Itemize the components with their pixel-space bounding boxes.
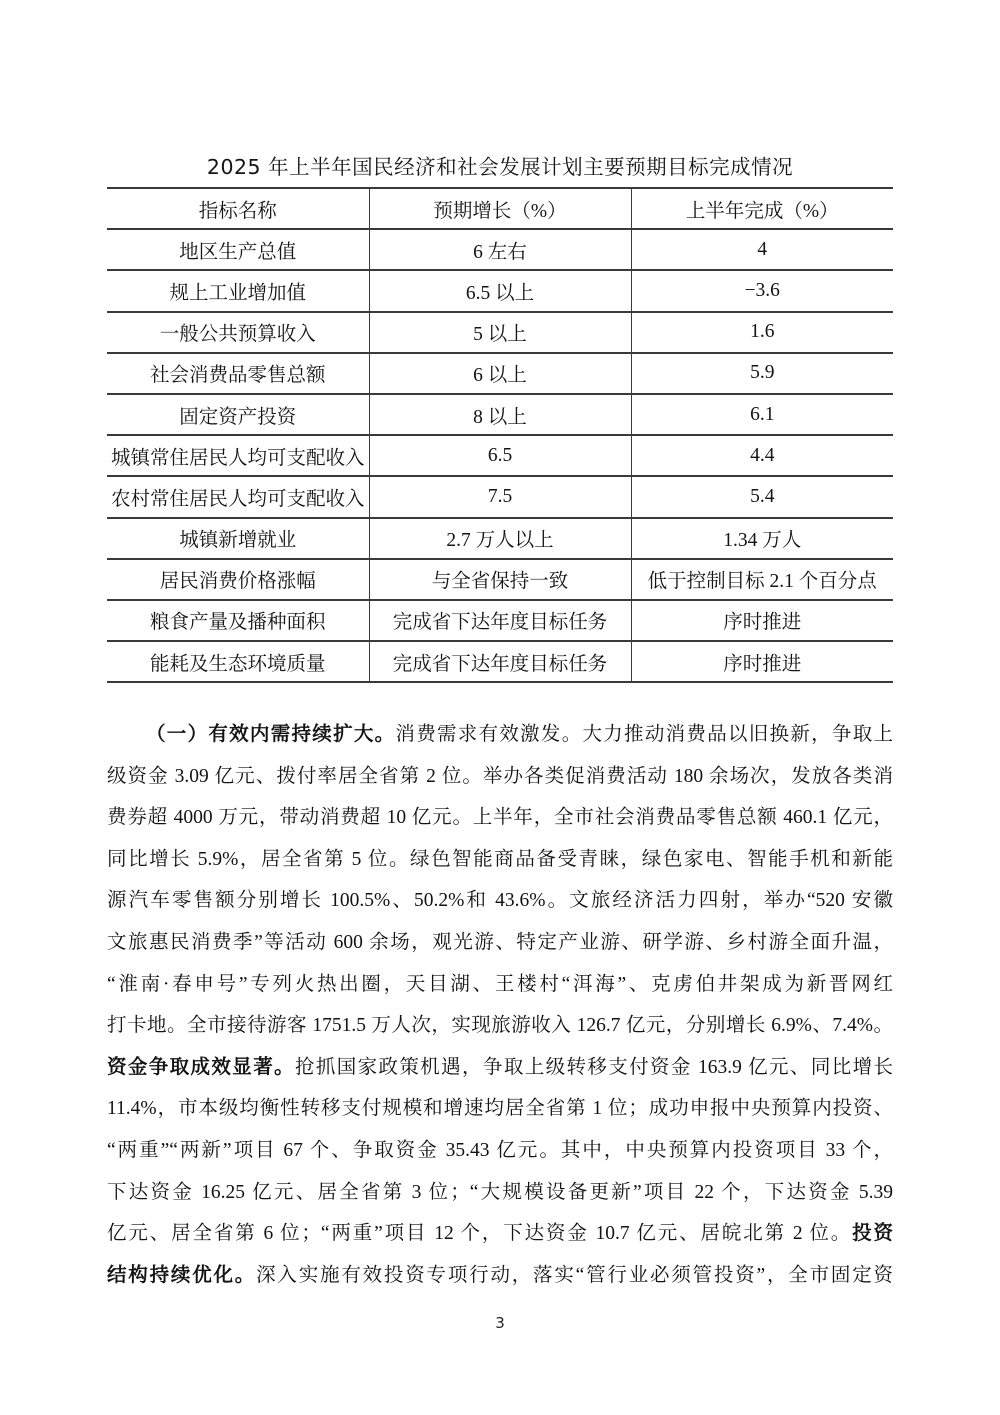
table-cell: 6.5 以上 bbox=[369, 270, 631, 311]
table-cell: 5.9 bbox=[750, 362, 775, 384]
table-row bbox=[107, 270, 893, 311]
table-cell: 与全省保持一致 bbox=[369, 559, 631, 600]
table-header-cell: 上半年完成（%） bbox=[685, 200, 839, 222]
text-segment: “淮南·春申号”专列火热出圈，天目湖、王楼村“洱海”、克虏伯井架成为新晋网红 bbox=[107, 973, 893, 995]
table-row bbox=[107, 518, 893, 559]
table-cell: 低于控制目标 2.1 个百分点 bbox=[647, 571, 877, 593]
table-cell: 4.4 bbox=[750, 444, 775, 466]
table-cell: 2.7 万人以上 bbox=[369, 518, 631, 559]
table-row bbox=[107, 229, 893, 270]
table-cell: 6 以上 bbox=[369, 353, 631, 394]
body-line bbox=[107, 1088, 893, 1130]
table-row bbox=[107, 435, 893, 476]
table-cell: 6 左右 bbox=[369, 229, 631, 270]
table-row bbox=[107, 312, 893, 353]
targets-table-head bbox=[107, 188, 893, 229]
table-cell: 固定资产投资 bbox=[179, 406, 297, 428]
text-segment: 打卡地。全市接待游客 1751.5 万人次，实现旅游收入 126.7 亿元，分别增长 6.9%、7.4%。 bbox=[107, 1015, 893, 1037]
table-cell: 一般公共预算收入 bbox=[159, 324, 316, 346]
table-cell: 序时推进 bbox=[723, 612, 802, 634]
text-segment: （一）有效内需持续扩大。 bbox=[146, 724, 396, 745]
text-segment: 亿元、居全省第 6 位；“两重”项目 12 个，下达资金 10.7 亿元、居皖北第 2 位。 bbox=[107, 1223, 853, 1245]
text-segment: 深入实施有效投资专项行动，落实“管行业必须管投资”，全市固定资 bbox=[256, 1264, 893, 1286]
table-cell: 城镇新增就业 bbox=[179, 530, 297, 552]
table-cell: 5.4 bbox=[750, 485, 775, 507]
text-segment: 消费需求有效激发。大力推动消费品以旧换新，争取上 bbox=[395, 724, 893, 745]
table-cell: 社会消费品零售总额 bbox=[149, 365, 326, 387]
text-segment: 抢抓国家政策机遇，争取上级转移支付资金 163.9 亿元、同比增长 bbox=[294, 1056, 893, 1078]
table-cell: 能耗及生态环境质量 bbox=[149, 653, 326, 675]
text-segment: 下达资金 16.25 亿元、居全省第 3 位；“大规模设备更新”项目 22 个，下达资金 5.39 bbox=[107, 1181, 893, 1203]
table-cell: 序时推进 bbox=[723, 653, 802, 675]
text-segment: 级资金 3.09 亿元、拨付率居全省第 2 位。举办各类促消费活动 180 余场次，发放各类消 bbox=[107, 765, 893, 787]
table-header-cell: 预期增长（%） bbox=[369, 188, 631, 229]
body-line bbox=[107, 1047, 893, 1089]
table-cell: 1.6 bbox=[750, 321, 775, 343]
table-cell: 完成省下达年度目标任务 bbox=[369, 600, 631, 641]
table-cell: 1.34 万人 bbox=[723, 530, 802, 552]
targets-table-body bbox=[107, 229, 893, 682]
body-line bbox=[107, 1213, 893, 1255]
table-cell: 4 bbox=[757, 238, 768, 260]
body-line bbox=[107, 964, 893, 1006]
body-line bbox=[107, 1172, 893, 1214]
table-cell: 6.1 bbox=[750, 403, 775, 425]
body-line bbox=[107, 1255, 893, 1297]
text-segment: 同比增长 5.9%，居全省第 5 位。绿色智能商品备受青睐，绿色家电、智能手机和新能 bbox=[107, 848, 893, 870]
text-segment: 文旅惠民消费季”等活动 600 余场，观光游、特定产业游、研学游、乡村游全面升温， bbox=[107, 931, 893, 953]
body-text bbox=[107, 714, 893, 1296]
table-cell: 城镇常住居民人均可支配收入 bbox=[110, 447, 365, 469]
table-row bbox=[107, 353, 893, 394]
body-line bbox=[107, 714, 893, 756]
text-segment: 投资 bbox=[852, 1223, 893, 1245]
table-cell: 8 以上 bbox=[369, 394, 631, 435]
table-cell: 居民消费价格涨幅 bbox=[159, 571, 316, 593]
table-cell: 农村常住居民人均可支配收入 bbox=[110, 488, 365, 510]
targets-table bbox=[107, 187, 893, 683]
table-title: 2025 年上半年国民经济和社会发展计划主要预期目标完成情况 bbox=[206, 155, 794, 179]
table-header-row bbox=[107, 188, 893, 229]
text-segment: “两重”“两新”项目 67 个、争取资金 35.43 亿元。其中，中央预算内投资项目 33 个， bbox=[107, 1139, 893, 1161]
text-segment: 源汽车零售额分别增长 100.5%、50.2%和 43.6%。文旅经济活力四射，举办“520 安徽 bbox=[107, 890, 893, 912]
text-segment: 结构持续优化。 bbox=[107, 1264, 257, 1286]
page-number: 3 bbox=[495, 1314, 505, 1332]
table-row bbox=[107, 559, 893, 600]
body-line bbox=[107, 1005, 893, 1047]
body-line bbox=[107, 839, 893, 881]
table-cell: 地区生产总值 bbox=[179, 241, 297, 263]
text-segment: 11.4%，市本级均衡性转移支付规模和增速均居全省第 1 位；成功申报中央预算内投资、 bbox=[107, 1098, 893, 1120]
text-segment: 资金争取成效显著。 bbox=[107, 1056, 295, 1078]
table-header-cell: 指标名称 bbox=[198, 200, 277, 222]
body-line bbox=[107, 1130, 893, 1172]
table-cell: −3.6 bbox=[744, 279, 780, 301]
text-segment: 费券超 4000 万元，带动消费超 10 亿元。上半年，全市社会消费品零售总额 460.1 亿元， bbox=[107, 807, 893, 829]
table-row bbox=[107, 641, 893, 682]
table-cell: 规上工业增加值 bbox=[169, 282, 306, 304]
table-row bbox=[107, 600, 893, 641]
table-row bbox=[107, 476, 893, 517]
body-line bbox=[107, 797, 893, 839]
table-cell: 5 以上 bbox=[369, 312, 631, 353]
table-cell: 6.5 bbox=[369, 435, 631, 476]
table-cell: 7.5 bbox=[369, 476, 631, 517]
body-line bbox=[107, 922, 893, 964]
body-line bbox=[107, 756, 893, 798]
table-row bbox=[107, 394, 893, 435]
table-cell: 粮食产量及播种面积 bbox=[149, 612, 326, 634]
table-cell: 完成省下达年度目标任务 bbox=[369, 641, 631, 682]
body-line bbox=[107, 880, 893, 922]
